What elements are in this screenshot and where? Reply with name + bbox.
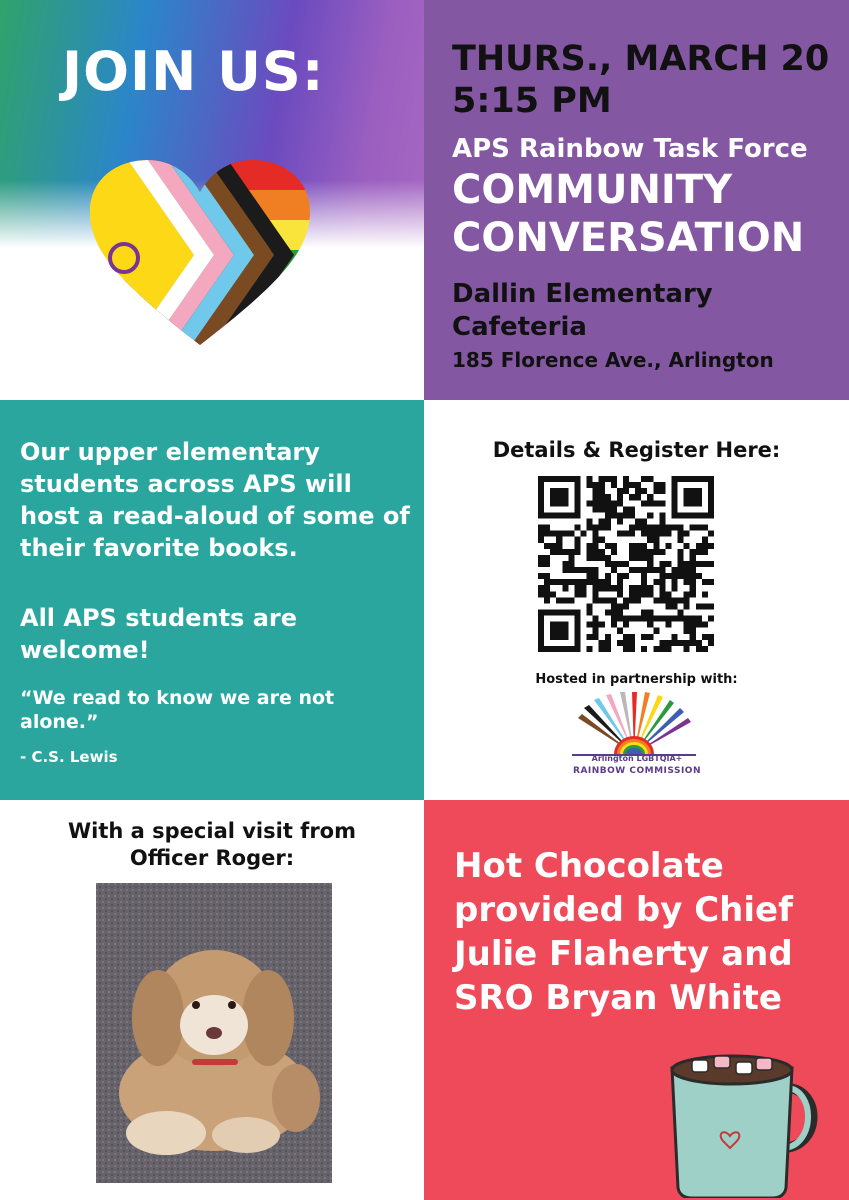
officer-heading-line1: With a special visit from [68,819,356,843]
hot-chocolate-text: Hot Chocolate provided by Chief Julie Flaherty and SRO Bryan White [454,846,793,1018]
officer-roger-dog-photo [96,883,332,1183]
event-time: 5:15 PM [452,81,612,121]
partner-subtitle: Arlington LGBTQIA+ [591,754,683,763]
event-title-line2: CONVERSATION [452,215,805,261]
officer-panel [0,800,424,1200]
join-us-title: JOIN US: [62,40,325,103]
event-date-time [452,38,829,122]
event-organizer: APS Rainbow Task Force [452,134,808,164]
students-panel [0,400,424,800]
quote-author: - C.S. Lewis [20,748,118,766]
event-title [452,166,804,262]
event-title-line1: COMMUNITY [452,167,733,213]
register-heading: Details & Register Here: [492,438,781,462]
officer-heading [0,818,424,872]
qr-code-icon[interactable] [538,476,714,652]
event-venue-line1: Dallin Elementary [452,279,713,309]
register-panel [424,400,849,800]
hot-chocolate-mug-icon [664,1048,824,1198]
event-venue [452,278,713,344]
hot-chocolate-panel [424,800,849,1200]
progress-pride-heart-icon [90,160,310,350]
book-quote: “We read to know we are not alone.” [20,687,335,733]
partner-name: RAINBOW COMMISSION [573,766,701,776]
event-date: THURS., MARCH 20 [452,39,830,79]
join-us-panel [0,0,424,400]
event-info-panel [424,0,849,400]
students-description: Our upper elementary students across APS will host a read-aloud of some of their favorite books. [20,438,410,562]
officer-heading-line2: Officer Roger: [129,846,295,870]
event-address: 185 Florence Ave., Arlington [452,348,774,372]
event-venue-line2: Cafeteria [452,312,587,342]
students-welcome: All APS students are welcome! [20,604,297,664]
partner-label: Hosted in partnership with: [535,672,738,687]
